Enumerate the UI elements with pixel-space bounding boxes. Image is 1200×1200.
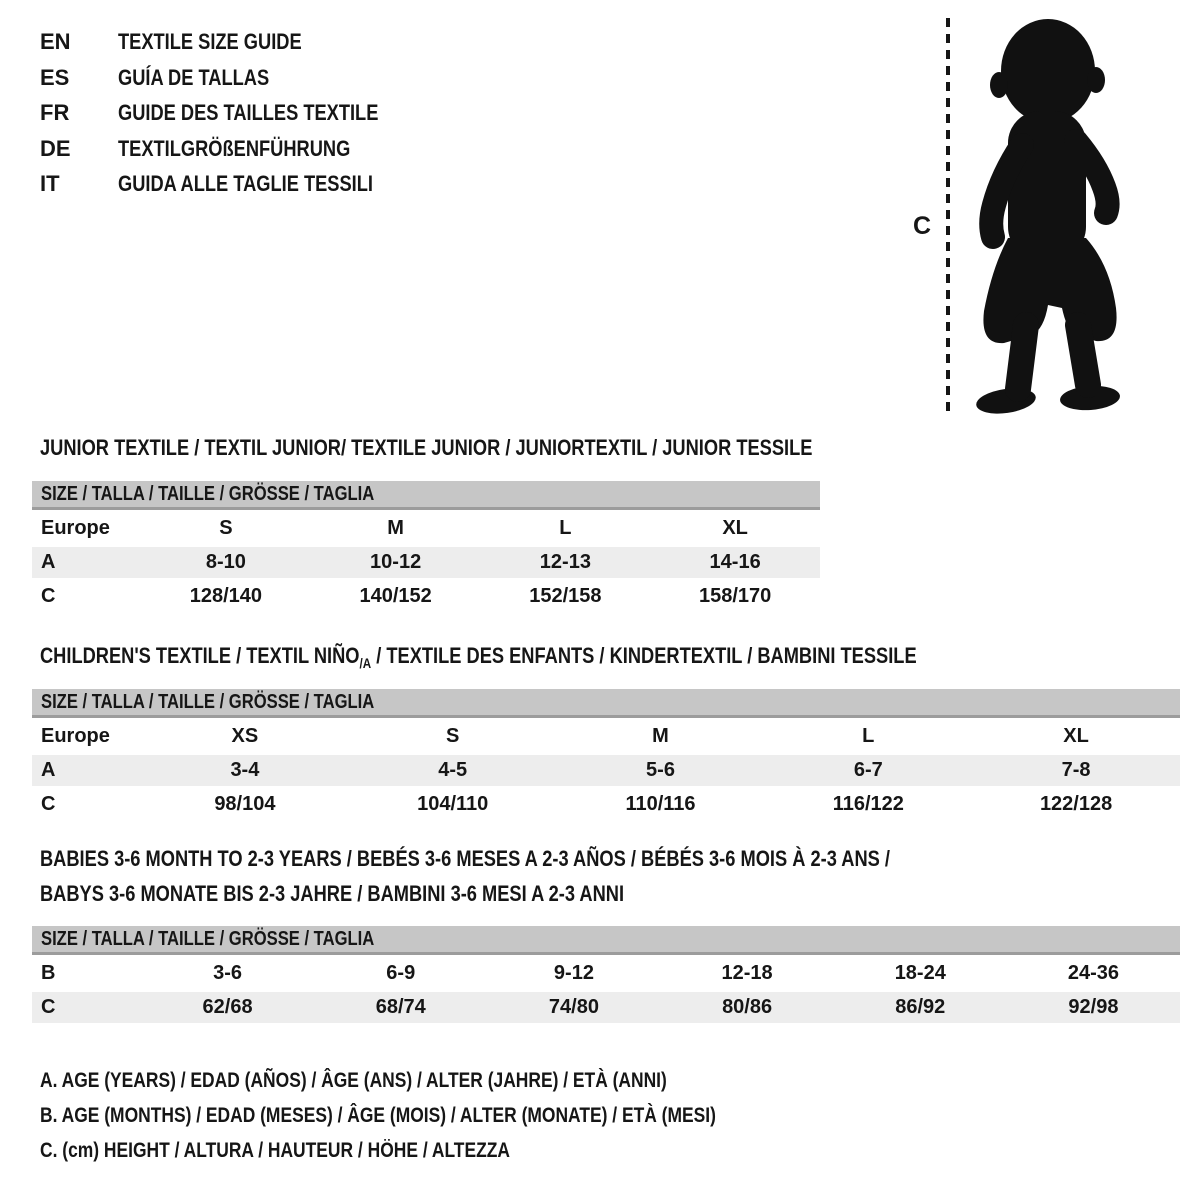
row-label: B xyxy=(41,962,56,984)
size-column-header: XS xyxy=(231,725,259,747)
size-column-header: M xyxy=(387,517,404,539)
table-cell: 80/86 xyxy=(722,996,773,1018)
row-label: A xyxy=(41,759,56,781)
junior-age-row xyxy=(32,547,820,578)
size-header-bar xyxy=(32,926,1180,955)
table-cell: 6-9 xyxy=(386,962,416,984)
table-cell: 7-8 xyxy=(1061,759,1091,781)
guide-title-es: GUÍA DE TALLAS xyxy=(118,64,270,90)
table-cell: 14-16 xyxy=(709,551,761,573)
size-column-header: M xyxy=(652,725,669,747)
table-cell: 12-13 xyxy=(539,551,591,573)
table-cell: 3-4 xyxy=(230,759,260,781)
table-cell: 6-7 xyxy=(853,759,883,781)
guide-title-en: TEXTILE SIZE GUIDE xyxy=(118,29,302,54)
legend-line-c: C. (cm) HEIGHT / ALTURA / HAUTEUR / HÖHE / ALTEZZA xyxy=(40,1139,510,1162)
babies-height-row xyxy=(32,992,1180,1023)
size-header-label: SIZE / TALLA / TAILLE / GRÖSSE / TAGLIA xyxy=(41,690,375,713)
legend-line-a: A. AGE (YEARS) / EDAD (AÑOS) / ÂGE (ANS) / ALTER (JAHRE) / ETÀ (ANNI) xyxy=(40,1069,667,1092)
table-cell: 18-24 xyxy=(894,962,946,984)
table-cell: 74/80 xyxy=(548,996,599,1018)
junior-column-header-row xyxy=(32,513,820,544)
table-cell: 122/128 xyxy=(1039,793,1113,815)
language-code: DE xyxy=(40,135,71,161)
language-title-list xyxy=(40,29,432,207)
babies-months-row xyxy=(32,958,1180,989)
region-label: Europe xyxy=(41,725,110,747)
table-cell: 68/74 xyxy=(375,996,426,1018)
language-row-it xyxy=(40,171,432,207)
table-cell: 86/92 xyxy=(895,996,946,1018)
language-row-es xyxy=(40,65,432,101)
size-header-label: SIZE / TALLA / TAILLE / GRÖSSE / TAGLIA xyxy=(41,927,375,950)
table-cell: 62/68 xyxy=(202,996,253,1018)
children-size-table xyxy=(32,689,1180,823)
table-cell: 5-6 xyxy=(646,759,675,781)
table-cell: 152/158 xyxy=(529,585,602,607)
babies-section-title-line2: BABYS 3-6 MONATE BIS 2-3 JAHRE / BAMBINI 3-6 MESI A 2-3 ANNI xyxy=(40,881,625,906)
children-age-row xyxy=(32,755,1180,786)
guide-title-it: GUIDA ALLE TAGLIE TESSILI xyxy=(118,171,373,196)
table-cell: 8-10 xyxy=(205,551,246,573)
guide-title-de: TEXTILGRÖßENFÜHRUNG xyxy=(118,135,351,161)
language-code: FR xyxy=(40,100,70,125)
guide-title-fr: GUIDE DES TAILLES TEXTILE xyxy=(118,100,379,125)
table-cell: 158/170 xyxy=(698,585,772,607)
measurement-legend xyxy=(40,1069,854,1174)
table-cell: 3-6 xyxy=(213,962,243,984)
junior-size-table xyxy=(32,481,820,615)
size-header-label: SIZE / TALLA / TAILLE / GRÖSSE / TAGLIA xyxy=(41,482,375,505)
row-label: C xyxy=(41,996,56,1018)
table-cell: 104/110 xyxy=(417,793,489,815)
table-cell: 128/140 xyxy=(189,585,263,607)
legend-line-b: B. AGE (MONTHS) / EDAD (MESES) / ÂGE (MOIS) / ALTER (MONATE) / ETÀ (MESI) xyxy=(40,1104,716,1127)
babies-section-title-line1: BABIES 3-6 MONTH TO 2-3 YEARS / BEBÉS 3-6 MESES A 2-3 AÑOS / BÉBÉS 3-6 MOIS À 2-3 ANS / xyxy=(40,846,890,871)
size-column-header: XL xyxy=(722,517,748,539)
size-column-header: L xyxy=(559,517,572,539)
babies-size-table xyxy=(32,926,1180,1026)
language-row-en xyxy=(40,29,432,65)
table-cell: 24-36 xyxy=(1067,962,1120,984)
height-measure-dashed-line xyxy=(946,18,950,416)
table-cell: 12-18 xyxy=(721,962,773,984)
size-header-bar xyxy=(32,689,1180,718)
row-label: C xyxy=(41,585,56,607)
table-cell: 4-5 xyxy=(438,759,468,781)
children-section-title: CHILDREN'S TEXTILE / TEXTIL $NIÑO_{/A}$ / TEXTILE DES ENFANTS / KINDERTEXTIL / BAMBINI TESSILE xyxy=(40,643,917,671)
children-height-row xyxy=(32,789,1180,820)
region-label: Europe xyxy=(41,517,110,539)
language-code: ES xyxy=(40,64,70,90)
table-cell: 110/116 xyxy=(625,793,696,815)
table-cell: 140/152 xyxy=(359,585,432,607)
size-column-header: S xyxy=(446,725,460,747)
row-label: C xyxy=(41,793,56,815)
language-row-fr xyxy=(40,100,432,136)
junior-height-row xyxy=(32,581,820,612)
table-cell: 92/98 xyxy=(1068,996,1119,1018)
language-row-de xyxy=(40,136,432,172)
junior-section-title: JUNIOR TEXTILE / TEXTIL JUNIOR/ TEXTILE JUNIOR / JUNIORTEXTIL / JUNIOR TESSILE xyxy=(40,435,813,460)
nino-a-subscript: /A xyxy=(359,655,372,671)
size-column-header: S xyxy=(219,517,233,539)
table-cell: 10-12 xyxy=(370,551,422,573)
table-cell: 98/104 xyxy=(214,793,276,815)
size-header-bar xyxy=(32,481,820,510)
table-cell: 9-12 xyxy=(553,962,594,984)
language-code: IT xyxy=(40,171,60,196)
children-column-header-row xyxy=(32,721,1180,752)
toddler-silhouette-icon xyxy=(962,13,1140,419)
size-column-header: XL xyxy=(1063,725,1089,747)
table-cell: 116/122 xyxy=(832,793,904,815)
size-column-header: L xyxy=(862,725,875,747)
row-label: A xyxy=(41,551,56,573)
language-code: EN xyxy=(40,29,71,54)
height-measure-label: C xyxy=(913,212,932,240)
